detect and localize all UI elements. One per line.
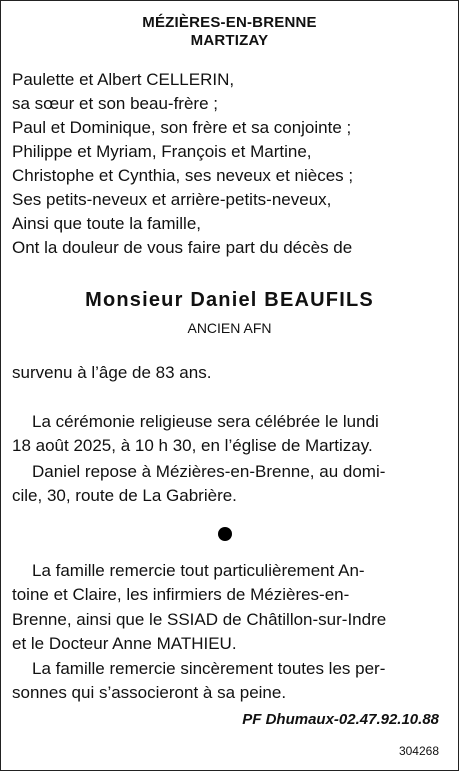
family-line-1: Paulette et Albert CELLERIN, bbox=[12, 70, 235, 89]
ceremony-line-1: La cérémonie religieuse sera célébrée le lundi bbox=[32, 412, 379, 431]
family-line-4: Philippe et Myriam, François et Martine, bbox=[12, 142, 312, 161]
thanks-line-6: sonnes qui s’associeront à sa peine. bbox=[12, 683, 287, 702]
thanks-line-5: La famille remercie sincèrement toutes les per- bbox=[32, 659, 386, 678]
thanks-line-3: Brenne, ainsi que le SSIAD de Châtillon-sur-Indre bbox=[12, 610, 387, 629]
age-line: survenu à l’âge de 83 ans. bbox=[12, 363, 212, 382]
thanks-line-1: La famille remercie tout particulièrement An- bbox=[32, 561, 365, 580]
family-line-6: Ses petits-neveux et arrière-petits-neveux, bbox=[12, 190, 332, 209]
bullet-separator bbox=[218, 527, 232, 541]
notice-reference-number: 304268 bbox=[398, 744, 439, 758]
town-heading-1: MÉZIÈRES-EN-BRENNE bbox=[142, 14, 317, 31]
family-line-2: sa sœur et son beau-frère ; bbox=[12, 94, 218, 113]
family-line-5: Christophe et Cynthia, ses neveux et nièces ; bbox=[12, 166, 354, 185]
ceremony-line-3: Daniel repose à Mézières-en-Brenne, au domi- bbox=[32, 462, 386, 481]
family-line-7: Ainsi que toute la famille, bbox=[12, 214, 201, 233]
ceremony-line-2: 18 août 2025, à 10 h 30, en l’église de Martizay. bbox=[12, 436, 373, 455]
town-heading-2: MARTIZAY bbox=[190, 32, 269, 49]
thanks-line-2: toine et Claire, les infirmiers de Mézières-en- bbox=[12, 585, 350, 604]
deceased-title: ANCIEN AFN bbox=[187, 320, 272, 336]
thanks-line-4: et le Docteur Anne MATHIEU. bbox=[12, 634, 237, 653]
family-line-3: Paul et Dominique, son frère et sa conjointe ; bbox=[12, 118, 352, 137]
ceremony-line-4: cile, 30, route de La Gabrière. bbox=[12, 486, 237, 505]
family-line-8: Ont la douleur de vous faire part du décès de bbox=[12, 238, 353, 257]
deceased-name: Monsieur Daniel BEAUFILS bbox=[85, 289, 374, 311]
funeral-home-contact: PF Dhumaux-02.47.92.10.88 bbox=[242, 711, 439, 728]
